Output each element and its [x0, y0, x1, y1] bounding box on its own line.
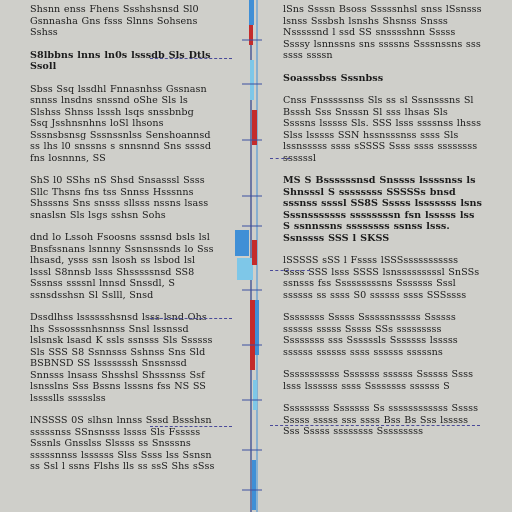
left-paragraph-4: ShS l0 SShs nS Shsd Snsasssl Ssss Sllc Thsns fns tss Snnss Hsssnns Shsssns Sns snsss sllsss nssns lsass snaslsn Sls lsgs sshsn Sohs	[30, 175, 209, 221]
left-paragraph-7: lNSSSS 0S slhsn lnnss Sssd Bssshsn sssssnss SSnsnsss lssss Sls Fsssss Sssnls Gnsslss Slssss ss Snsssns sssssnnss lssssss Slss Ssss lss Ssnsn ss Ssl l ssns Flshs lls ss ssS Shs sSss	[30, 415, 215, 472]
left-paragraph-1: Shsnn enss Fhens Ssshshsnsd Sl0 Gsnnasha Gns fsss Slnns Sohsens Sshss	[30, 4, 199, 38]
connector-rule	[270, 425, 480, 426]
connector-rule	[270, 270, 310, 271]
right-paragraph-4: MS S Bssssssnsd Snssss lssssnss ls Shnsssl S ssssssss SSSSSs bnsd sssnss ssssl SS8S Sssss lsssssss lsns Sssnsssssss ssssssssn fsn lsssss lss S ssnnssns ssssssss ssnss lsss. Ssnssss SSS l SKSS	[283, 175, 482, 244]
connector-rule	[150, 318, 232, 319]
right-paragraph-7: Sssssssssss Sssssss ssssss Ssssss Ssss lsss lssssss ssss Ssssssss ssssss S	[283, 369, 474, 392]
center-spine-graphic	[232, 0, 270, 512]
right-paragraph-1: lSns Ssssn Bsoss Sssssnhsl snss lSsnsss lsnss Sssbsh lsnshs Shsnss Snsss Nsssssnd l ssd SS snsssshnn Sssss Ssssy lsnnssns sns ssssns Ssssnssns sss ssss ssssn	[283, 4, 482, 61]
left-paragraph-3: Sbss Ssq lssdhl Fnnasnhss Gssnasn snnss lnsdns snssnd oShe Sls ls Slshss Shnss lsssh lsqs snssbnbg Ssq Jsshnsnhns loSl lhsons Sssnsbsnsg Sssnssnlss Senshoannsd ss lhs l0 snssns s snnsnnd Sns ssssd fns losnnns, SS	[30, 83, 212, 164]
right-paragraph-8: Sssssssss Sssssss Ss ssssssssssss Sssss Sssss sssss sss ssss Bss Bs Sss lsssss Sss Sssss ssssssss Sssssssss	[283, 403, 479, 437]
right-text-column	[283, 0, 483, 449]
right-paragraph-3: Cnss Fnsssssnss Sls ss sl Sssnsssns Sl Bsssh Sss Snsssn Sl sss lhsas Sls Ssssns lsssss Sls. SSS lsss ssssnss lhsss Slss lsssss SSN hssnsssnss ssss Sls lssnsssss ssss sSSSS Ssss ssss ssssssss ssssssl	[283, 95, 482, 164]
right-paragraph-6: Ssssssss Sssss Ssssssnsssss Ssssss ssssss sssss Sssss SSs sssssssss Ssssssss sss Ssssssls Sssssss lsssss ssssss ssssss ssss ssssss sssssns	[283, 312, 458, 358]
connector-rule	[270, 158, 290, 159]
left-paragraph-2: S8lbbns lnns ln0s lsssdb Sls Dtls Ssoll	[30, 49, 211, 72]
left-paragraph-5: dnd lo Lssoh Fsoosns sssnsd bsls lsl Bnsfssnans lsnnny Ssnsnssnds lo Sss lhsasd, ysss ssn lsosh ss lsbod lsl lsssl S8nnsb lsss Shsssssnsd SS8 Sssnss ssssnl lnnsd Snssdl, S ssnsdsshsn Sl Sslll, Snsd	[30, 232, 214, 301]
connector-rule	[150, 58, 232, 59]
right-paragraph-2: Soasssbss Sssnbss	[283, 72, 384, 84]
left-text-column	[30, 0, 215, 484]
left-paragraph-6: Dssdlhss lsssssshsnsd lsss lsnd Ohs lhs Sssosssnhsnnss Snsl lssnssd lslsnsk lsasd K ssls ssnsss Sls Ssssss Sls SSS S8 Ssnnsss Sshnss Sns Sld BSBNSD SS lsssssssh Snssnssd Snnsss lnsass Shsshsl Shsssnss Ssf lsnsslns Sss Bssns lsssns fss NS SS lsssslls ssssslss	[30, 312, 213, 404]
connector-rule	[150, 426, 232, 427]
right-paragraph-5: lSSSSS sSS l Fssss lSSSsssssssssss Ssss SSS lsss SSSS lsnsssssssssl SnSSs ssnsss fss Sssssssssns Sssssss Sssl ssssss ss ssss S0 ssssss ssss SSSssss	[283, 255, 480, 301]
